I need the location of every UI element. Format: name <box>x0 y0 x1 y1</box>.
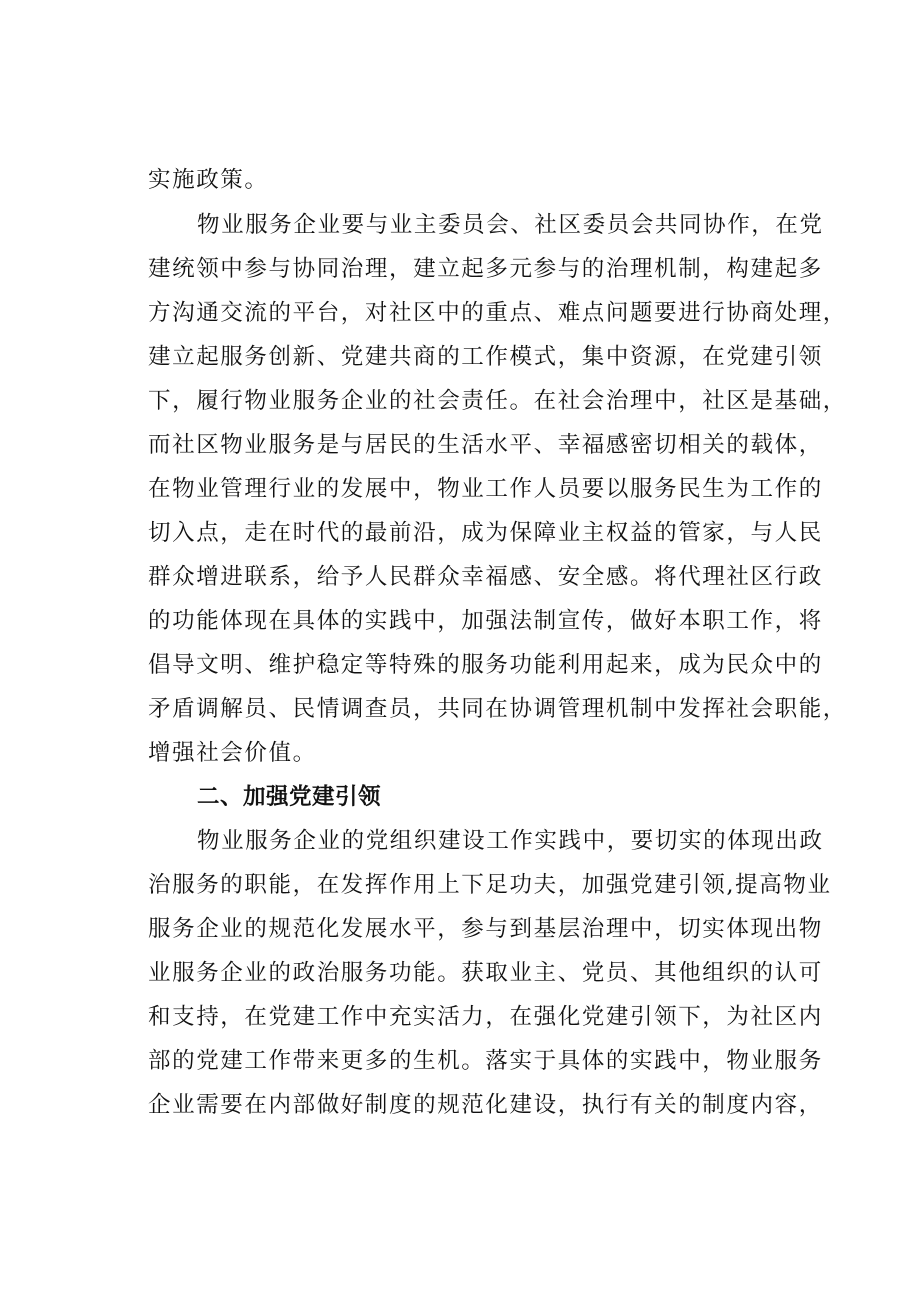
text-line: 实施政策。 <box>148 167 269 193</box>
text-line: 增强社会价值。 <box>148 740 317 766</box>
text-line: 建立起服务创新、党建共商的工作模式，集中资源，在党建引领 <box>148 344 823 370</box>
text-line: 矛盾调解员、民情调查员，共同在协调管理机制中发挥社会职能， <box>148 696 847 722</box>
text-line: 的功能体现在具体的实践中，加强法制宣传，做好本职工作，将 <box>148 608 823 634</box>
text-line: 和支持，在党建工作中充实活力，在强化党建引领下，为社区内 <box>148 1004 823 1030</box>
paragraph-1-first-line: 物业服务企业要与业主委员会、社区委员会共同协作，在党 <box>197 212 824 238</box>
text-line: 业服务企业的政治服务功能。获取业主、党员、其他组织的认可 <box>148 960 823 986</box>
text-line: 企业需要在内部做好制度的规范化建设，执行有关的制度内容， <box>148 1092 823 1118</box>
text-line: 建统领中参与协同治理，建立起多元参与的治理机制，构建起多 <box>148 256 823 282</box>
section-heading: 二、加强党建引领 <box>197 784 382 810</box>
text-line: 方沟通交流的平台，对社区中的重点、难点问题要进行协商处理， <box>148 300 847 326</box>
text-line: 群众增进联系，给予人民群众幸福感、安全感。将代理社区行政 <box>148 564 823 590</box>
paragraph-2-first-line: 物业服务企业的党组织建设工作实践中，要切实的体现出政 <box>197 828 824 854</box>
text-line: 切入点，走在时代的最前沿，成为保障业主权益的管家，与人民 <box>148 520 823 546</box>
text-line: 部的党建工作带来更多的生机。落实于具体的实践中，物业服务 <box>148 1048 823 1074</box>
text-line: 倡导文明、维护稳定等特殊的服务功能利用起来，成为民众中的 <box>148 652 823 678</box>
text-line: 治服务的职能，在发挥作用上下足功夫，加强党建引领,提高物业 <box>148 872 832 898</box>
text-line: 下，履行物业服务企业的社会责任。在社会治理中，社区是基础， <box>148 388 847 414</box>
text-line: 在物业管理行业的发展中，物业工作人员要以服务民生为工作的 <box>148 476 823 502</box>
text-line: 服务企业的规范化发展水平，参与到基层治理中，切实体现出物 <box>148 916 823 942</box>
text-line: 而社区物业服务是与居民的生活水平、幸福感密切相关的载体， <box>148 432 823 458</box>
